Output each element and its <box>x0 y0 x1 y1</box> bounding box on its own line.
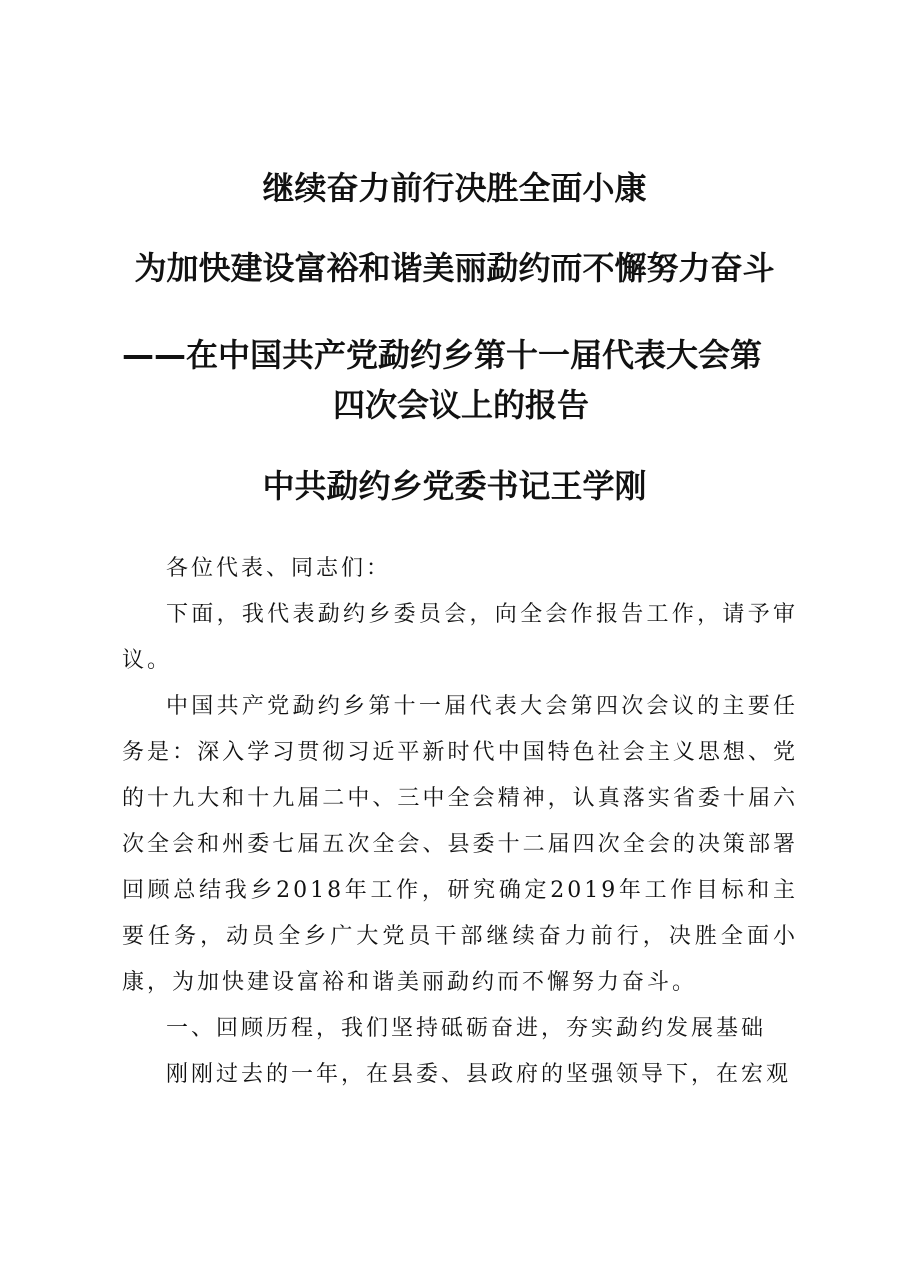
document-body <box>122 546 798 1098</box>
salutation-paragraph: 各位代表、同志们： <box>166 556 392 581</box>
body-paragraph: 刚刚过去的一年，在县委、县政府的坚强领导下，在宏观 <box>166 1062 792 1087</box>
document-subtitle <box>122 330 800 430</box>
document-title-line-2: 为加快建设富裕和谐美丽勐约而不懈努力奋斗 <box>134 249 775 287</box>
subtitle-line-1: ——在中国共产党勐约乡第十一届代表大会第 <box>122 336 763 374</box>
subtitle-line-2: 四次会议上的报告 <box>332 386 589 424</box>
body-paragraph: 中国共产党勐约乡第十一届代表大会第四次会议的主要任务是：深入学习贯彻习近平新时代中国特色社会主义思想、党的十九大和十九届二中、三中全会精神，认真落实省委十届六次全会和州委七届五次全会、县委十二届四次全会的决策部署回顾总结我乡2018年工作，研究确定2019年工作目标和主要任务，动员全乡广大党员干部继续奋力前行，决胜全面小康，为加快建设富裕和谐美丽勐约而不懈努力奋斗。 <box>122 694 798 995</box>
author-line: 中共勐约乡党委书记王学刚 <box>262 467 647 505</box>
document-title: 继续奋力前行决胜全面小康 <box>262 169 647 207</box>
section-heading: 一、回顾历程，我们坚持砥砺奋进，夯实勐约发展基础 <box>166 1016 767 1041</box>
body-paragraph: 下面，我代表勐约乡委员会，向全会作报告工作，请予审议。 <box>122 602 798 673</box>
